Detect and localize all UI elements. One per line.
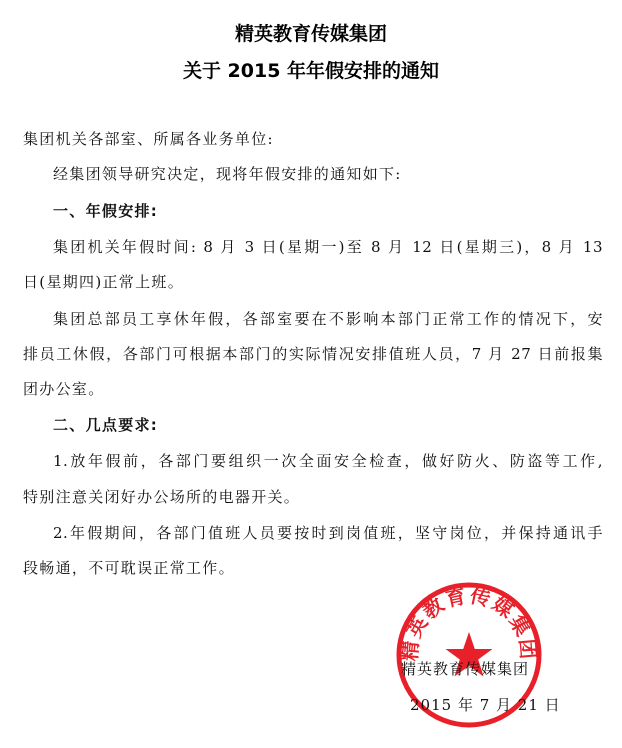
- notice-title: 关于 2015 年年假安排的通知: [182, 60, 440, 82]
- section1-heading: 一、年假安排:: [53, 202, 159, 220]
- section1-p1-line2: 日(星期四)正常上班。: [23, 273, 185, 291]
- section2-heading: 二、几点要求:: [53, 416, 159, 434]
- section2-item2-line2: 段畅通，不可耽误正常工作。: [23, 559, 235, 577]
- section1-p2-line1: 集团总部员工享休年假，各部室要在不影响本部门正常工作的情况下，安: [53, 310, 603, 328]
- section1-p2-line2: 排员工休假，各部门可根据本部门的实际情况安排值班人员，7 月 27 日前报集: [23, 345, 603, 363]
- section2-item1-line2: 特别注意关闭好办公场所的电器开关。: [23, 488, 301, 506]
- section1-p1-line1: 集团机关年假时间: 8 月 3 日(星期一)至 8 月 12 日(星期三)，8 月 13: [53, 238, 603, 256]
- salutation: 集团机关各部室、所属各业务单位:: [23, 130, 274, 148]
- signature-org: 精英教育传媒集团: [401, 660, 530, 678]
- section2-item1-line1: 1.放年假前，各部门要组织一次全面安全检查，做好防火、防盗等工作,: [53, 452, 603, 470]
- section1-p2-line3: 团办公室。: [23, 380, 105, 398]
- org-name: 精英教育传媒集团: [234, 23, 387, 45]
- signature-date: 2015 年 7 月 21 日: [410, 696, 561, 714]
- section2-item2-line1: 2.年假期间，各部门值班人员要按时到岗值班，坚守岗位，并保持通讯手: [53, 524, 603, 542]
- intro-text: 经集团领导研究决定，现将年假安排的通知如下:: [53, 165, 402, 183]
- seal-text: 精英教育传媒集团: [397, 583, 541, 662]
